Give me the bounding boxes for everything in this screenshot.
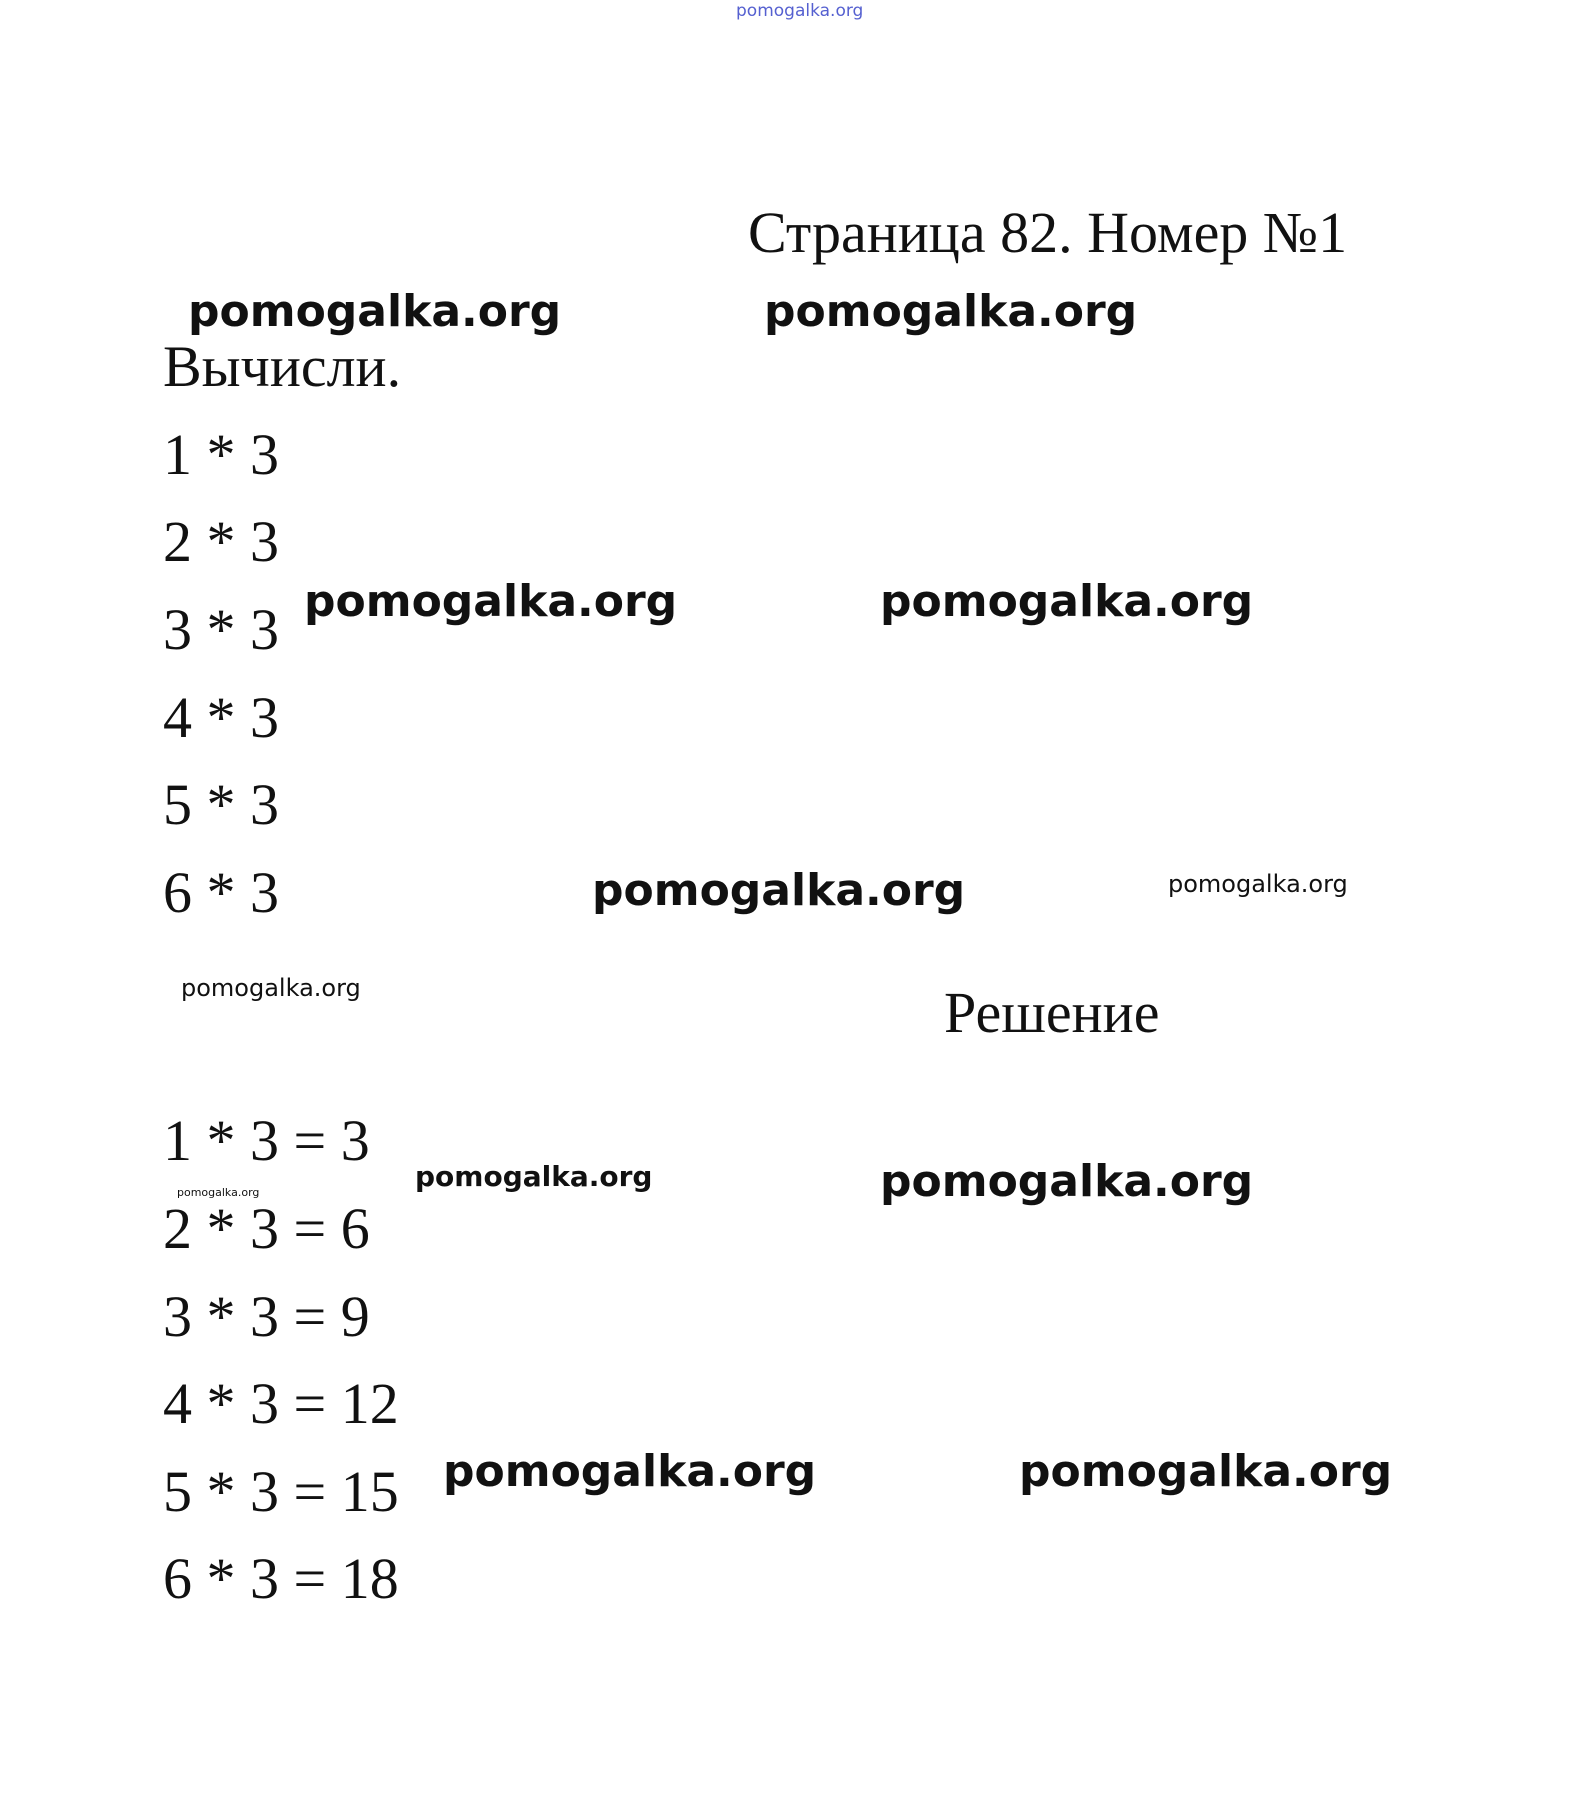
solution-expression: 4 * 3 = 12 [163, 1371, 399, 1436]
watermark: pomogalka.org [415, 1160, 653, 1193]
watermark: pomogalka.org [880, 1156, 1254, 1207]
watermark: pomogalka.org [177, 1186, 260, 1199]
task-expression: 6 * 3 [163, 860, 279, 925]
watermark: pomogalka.org [1168, 870, 1348, 898]
task-expression: 3 * 3 [163, 597, 279, 662]
task-expression: 2 * 3 [163, 509, 279, 574]
solution-expression: 2 * 3 = 6 [163, 1196, 370, 1261]
task-expression: 1 * 3 [163, 422, 279, 487]
watermark: pomogalka.org [188, 286, 562, 337]
watermark: pomogalka.org [443, 1446, 817, 1497]
watermark: pomogalka.org [181, 974, 361, 1002]
watermark: pomogalka.org [764, 286, 1138, 337]
solution-expression: 5 * 3 = 15 [163, 1459, 399, 1524]
task-expression: 4 * 3 [163, 685, 279, 750]
solution-title: Решение [944, 980, 1160, 1045]
watermark: pomogalka.org [880, 576, 1254, 627]
task-expression: 5 * 3 [163, 772, 279, 837]
page-title: Страница 82. Номер №1 [748, 200, 1348, 265]
watermark: pomogalka.org [304, 576, 678, 627]
task-instruction: Вычисли. [163, 334, 402, 399]
watermark: pomogalka.org [1019, 1446, 1393, 1497]
top-watermark: pomogalka.org [736, 1, 864, 21]
watermark: pomogalka.org [592, 865, 966, 916]
solution-expression: 6 * 3 = 18 [163, 1546, 399, 1611]
solution-expression: 3 * 3 = 9 [163, 1284, 370, 1349]
solution-expression: 1 * 3 = 3 [163, 1108, 370, 1173]
